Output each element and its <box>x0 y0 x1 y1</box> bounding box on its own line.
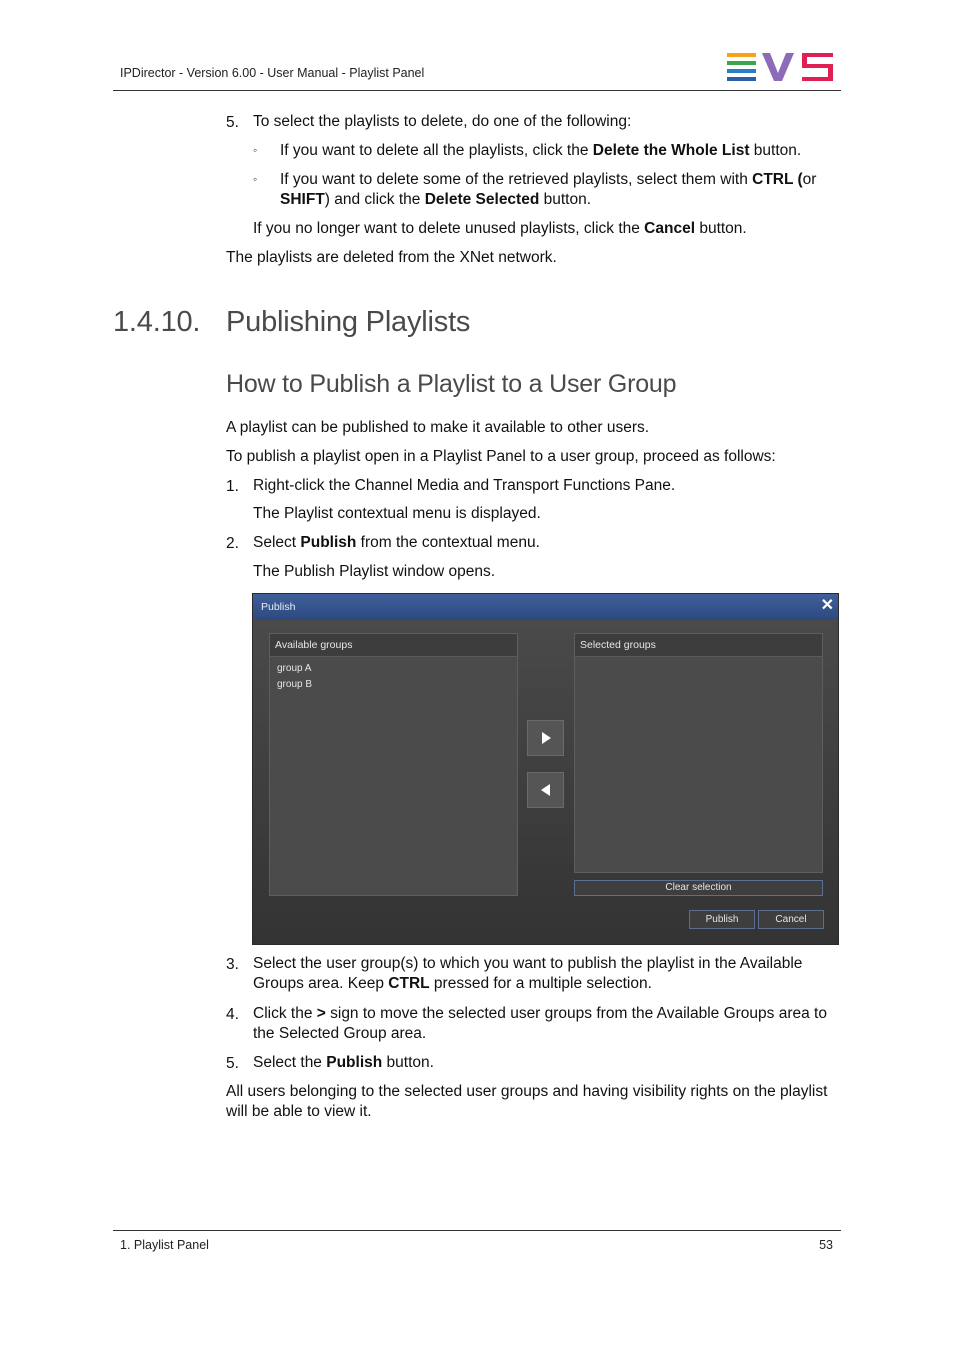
bold-term: Publish <box>300 534 357 551</box>
text-span: will be able to view it. <box>226 1103 372 1120</box>
text-span: Select <box>253 534 301 551</box>
evs-logo <box>726 53 834 81</box>
step-text <box>253 1004 843 1044</box>
dialog-body <box>253 620 838 944</box>
text-span: If you want to delete some of the retrieved playlists, select them with <box>280 171 753 188</box>
text-span: Select the <box>253 1054 327 1071</box>
bold-term: SHIFT <box>280 191 325 208</box>
dialog-title: Publish <box>261 601 296 613</box>
text-span: All users belonging to the selected user groups and having visibility rights on the playlist <box>226 1083 828 1100</box>
bold-term: Publish <box>326 1054 383 1071</box>
panel-label: Available groups <box>275 639 353 651</box>
conclusion-paragraph <box>226 1082 841 1122</box>
step-text: Right-click the Channel Media and Transport Functions Pane. <box>253 477 676 494</box>
footer-rule <box>113 1230 841 1231</box>
step-number: 5. <box>226 1055 239 1072</box>
step-text <box>253 1053 434 1073</box>
intro-paragraph: A playlist can be published to make it available to other users. <box>226 419 650 436</box>
panel-header <box>575 634 822 657</box>
step-text: To select the playlists to delete, do one of the following: <box>253 113 632 130</box>
publish-button[interactable]: Publish <box>689 910 755 929</box>
list-item[interactable]: group B <box>277 679 313 690</box>
subsection-heading: How to Publish a Playlist to a User Group <box>226 370 677 398</box>
text-span: Select the user group(s) to which you want to publish the playlist in the Available <box>253 955 803 972</box>
selected-groups-list[interactable] <box>574 633 823 873</box>
list-item[interactable]: group A <box>277 663 312 674</box>
step-number: 3. <box>226 956 239 973</box>
step-number: 4. <box>226 1006 239 1023</box>
text-span: Click the <box>253 1005 317 1022</box>
bullet-item-delete-selected <box>280 170 840 210</box>
text-span: the Selected Group area. <box>253 1025 427 1042</box>
bullet-item-delete-whole <box>280 141 801 161</box>
step-number: 2. <box>226 535 239 552</box>
step-result: The Playlist contextual menu is displayed. <box>253 505 541 522</box>
bold-term: > <box>316 1005 326 1022</box>
text-span: If you no longer want to delete unused playlists, click the <box>253 220 645 237</box>
text-span: button. <box>539 191 592 208</box>
text-span: Groups area. Keep <box>253 975 389 992</box>
publish-dialog <box>252 593 839 945</box>
bullet-mark: ◦ <box>253 143 258 157</box>
panel-label: Selected groups <box>580 639 656 651</box>
section-heading <box>113 306 470 339</box>
text-span: button. <box>695 220 747 237</box>
move-left-button[interactable] <box>527 772 564 808</box>
header-rule <box>113 90 841 91</box>
text-span: or <box>802 171 817 188</box>
close-icon[interactable]: ✕ <box>820 597 834 614</box>
step-number: 1. <box>226 478 239 495</box>
panel-header <box>270 634 517 657</box>
arrow-left-icon <box>541 784 550 796</box>
text-span: If you want to delete all the playlists, click the <box>280 142 593 159</box>
text-span: sign to move the selected user groups from the Available Groups area to <box>325 1005 827 1022</box>
dialog-titlebar <box>253 594 838 620</box>
text-span: ) and click the <box>324 191 425 208</box>
move-right-button[interactable] <box>527 720 564 756</box>
section-number: 1.4.10. <box>113 306 201 338</box>
footer-chapter: 1. Playlist Panel <box>120 1238 209 1252</box>
intro-paragraph: To publish a playlist open in a Playlist Panel to a user group, proceed as follows: <box>226 448 776 465</box>
page-number: 53 <box>819 1238 833 1252</box>
deleted-result: The playlists are deleted from the XNet network. <box>226 249 557 266</box>
text-span: from the contextual menu. <box>356 534 540 551</box>
step-result: The Publish Playlist window opens. <box>253 563 496 580</box>
running-header: IPDirector - Version 6.00 - User Manual - Playlist Panel <box>120 66 425 80</box>
bold-term: Delete the Whole List <box>592 142 750 159</box>
available-groups-list[interactable] <box>269 633 518 896</box>
arrow-right-icon <box>542 732 551 744</box>
step-text <box>253 954 843 994</box>
bold-term: CTRL ( <box>752 171 803 188</box>
text-span: button. <box>382 1054 434 1071</box>
cancel-button[interactable]: Cancel <box>758 910 824 929</box>
cancel-note <box>253 219 747 239</box>
bold-term: Cancel <box>644 220 696 237</box>
text-span: button. <box>749 142 802 159</box>
bold-term: CTRL <box>388 975 430 992</box>
bold-term: Delete Selected <box>424 191 540 208</box>
step-number: 5. <box>226 114 239 131</box>
clear-selection-button[interactable]: Clear selection <box>574 880 823 896</box>
section-title: Publishing Playlists <box>226 306 471 338</box>
bullet-mark: ◦ <box>253 172 258 186</box>
text-span: pressed for a multiple selection. <box>429 975 652 992</box>
step-text <box>253 533 540 553</box>
